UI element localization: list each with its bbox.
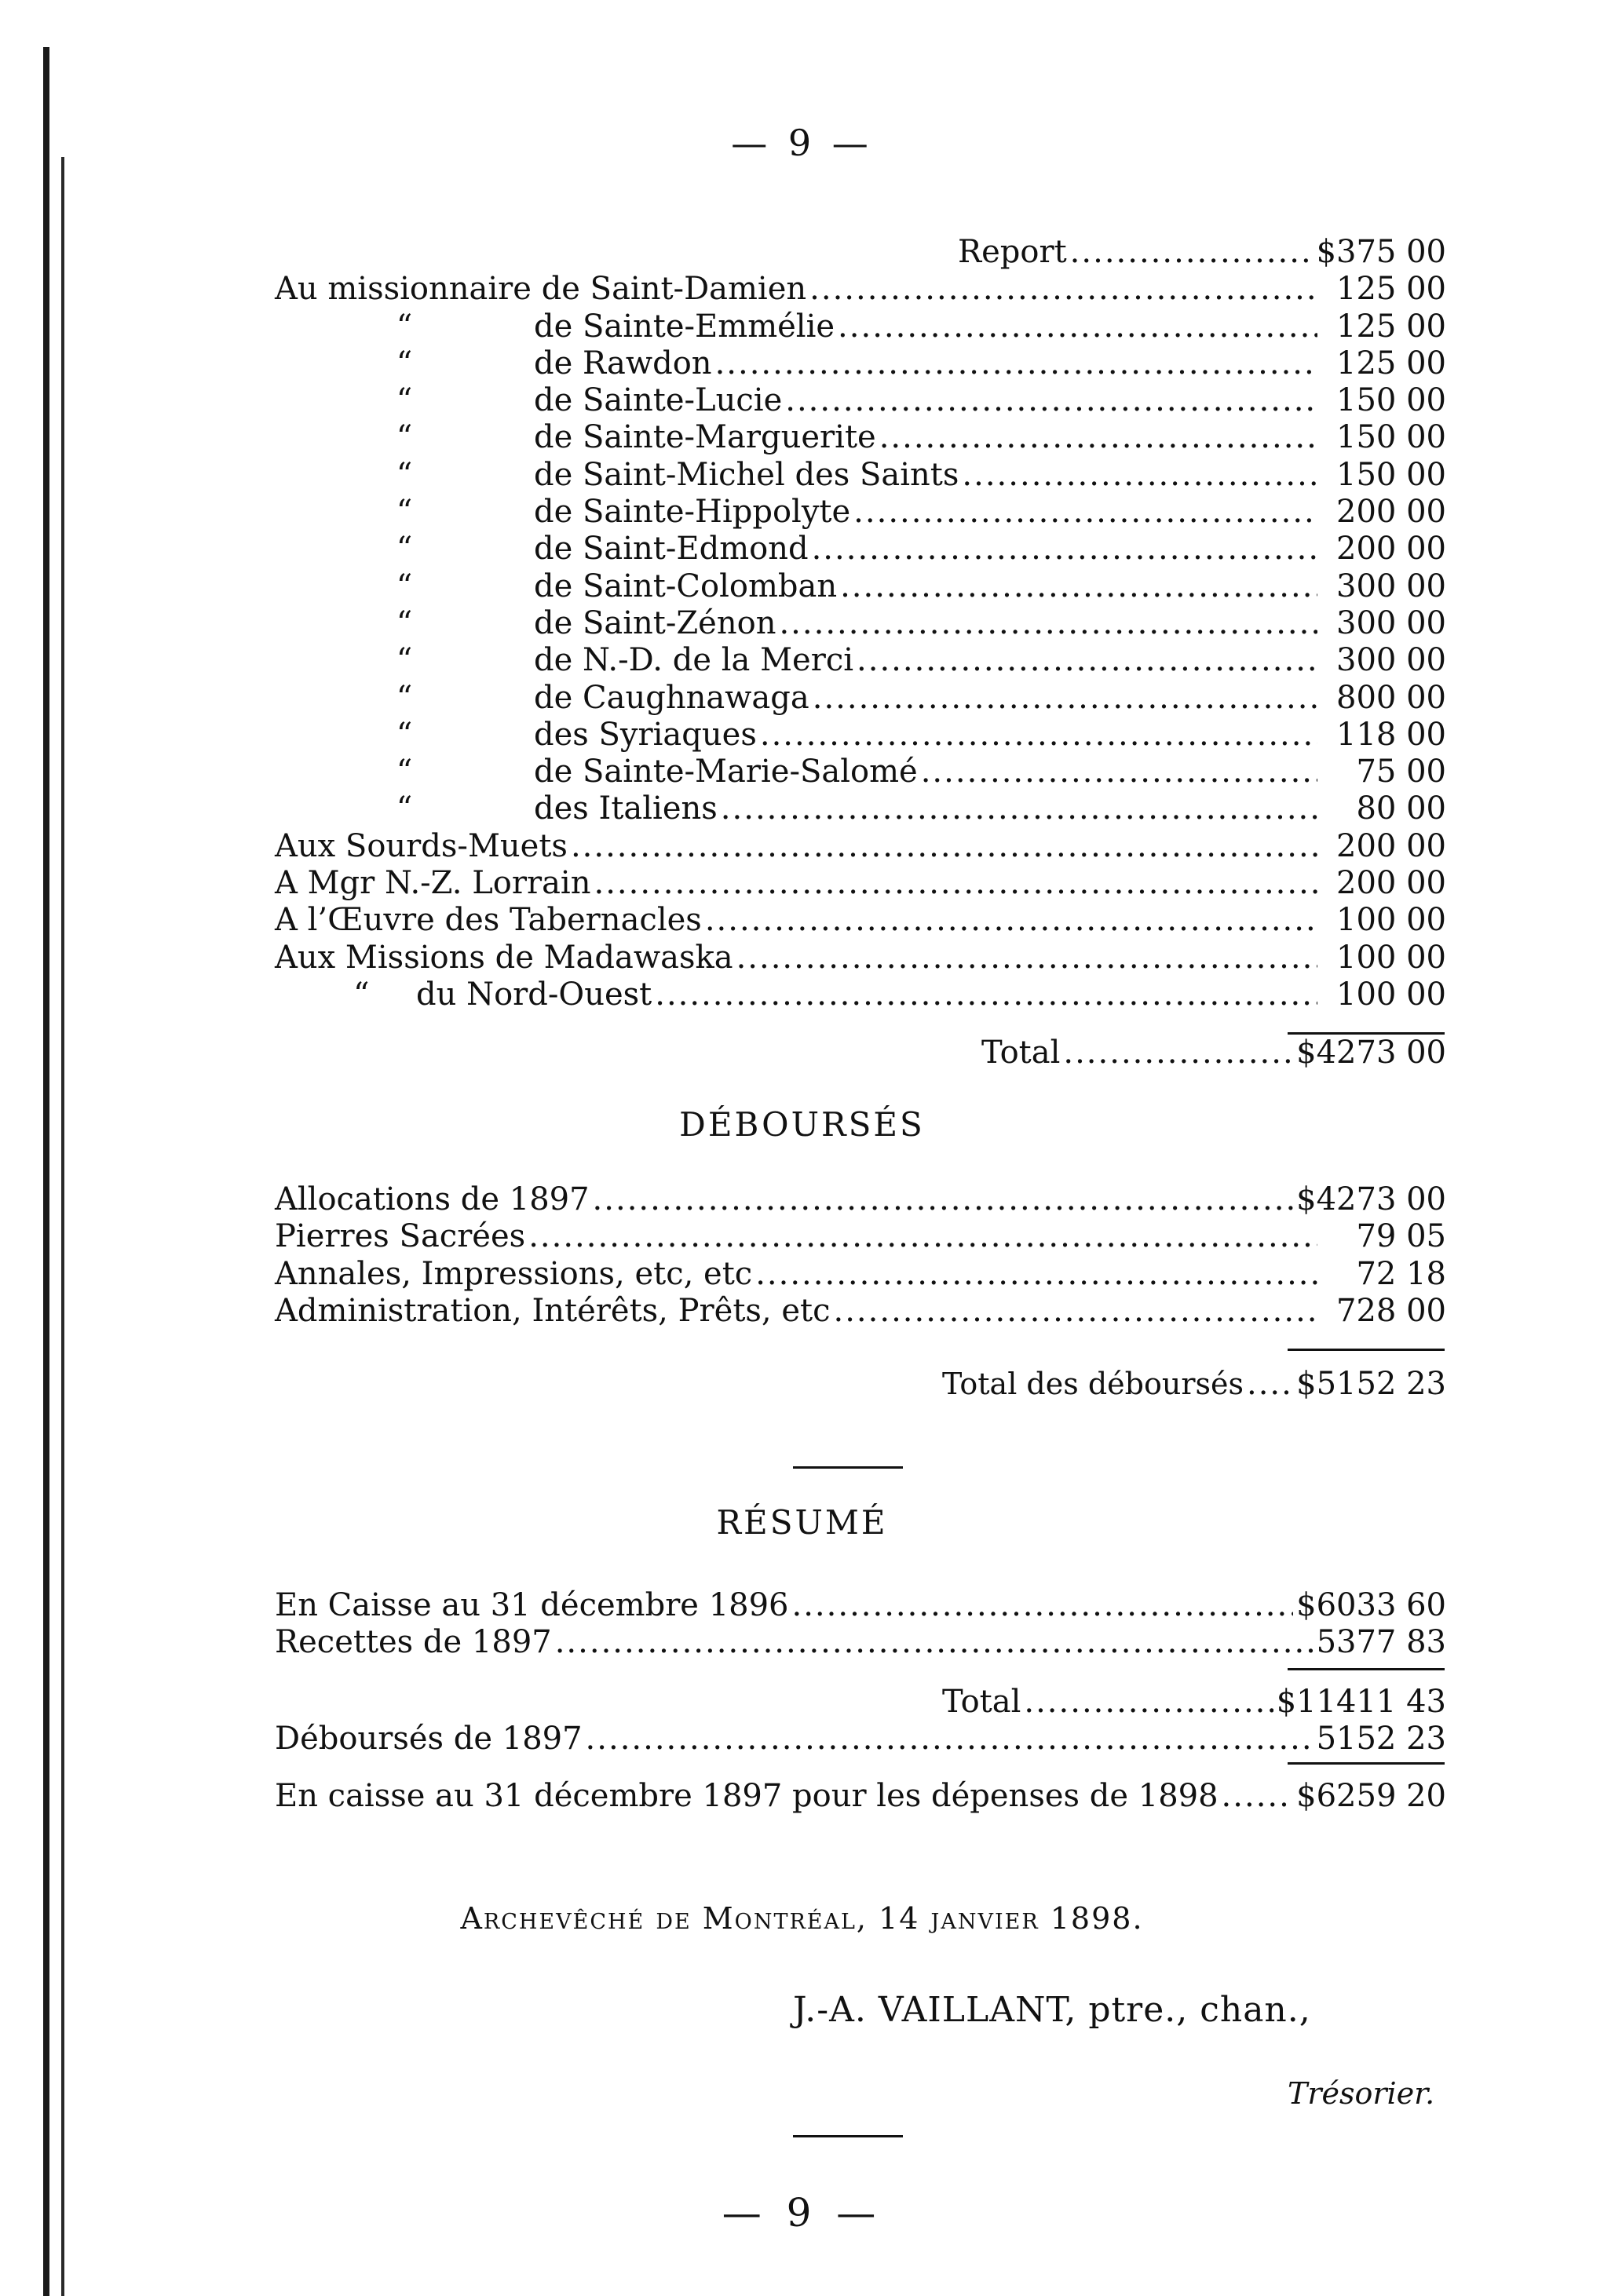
leader-dots [586,1721,1314,1758]
row-amount: 100 00 [1336,902,1446,939]
row-label-text: Aux Missions de Madawaska [275,939,733,976]
ledger-row [275,457,1446,494]
leader-dots [593,1181,1294,1218]
row-label-text: de Saint-Zénon [534,604,776,641]
row-amount: 150 00 [1336,419,1446,456]
row-amount: 72 18 [1356,1255,1446,1292]
ditto-mark: “ [396,604,413,641]
leader-dots [840,568,1317,605]
leader-dots [834,1293,1318,1330]
row-label-text: de Sainte-Hippolyte [534,494,851,531]
row-label-text: des Syriaques [534,716,757,753]
row-amount: 150 00 [1336,382,1446,419]
row-label [275,828,568,865]
row-amount: $4273 00 [1296,1181,1446,1217]
row-label [275,382,782,419]
ditto-mark: “ [396,456,413,493]
leader-dots [857,642,1317,679]
ditto-mark: “ [396,568,413,604]
row-amount: 118 00 [1336,716,1446,753]
row-amount: 300 00 [1336,604,1446,641]
ledger-row [275,642,1446,679]
total-amount: $4273 00 [1296,1035,1446,1071]
row-label-text: Annales, Impressions, etc, etc [275,1255,753,1292]
ledger-row [275,1624,1446,1661]
row-label-text: A l’Œuvre des Tabernacles [275,902,702,939]
resume-final-amount: $6259 20 [1296,1778,1446,1814]
debourses-total-row [275,1366,1446,1403]
ditto-mark: “ [396,419,413,456]
leader-dots [1247,1366,1293,1403]
ledger-row [275,345,1446,382]
ledger-row [275,940,1446,976]
signature-title: Trésorier. [1288,2076,1435,2111]
ledger-row [275,531,1446,568]
leader-dots [785,382,1317,419]
page-number-top: — 9 — [731,122,873,164]
leader-dots [555,1624,1314,1661]
row-label [275,419,876,456]
row-amount: 800 00 [1336,679,1446,716]
leader-dots [812,531,1317,568]
row-label-text: de Saint-Edmond [534,531,809,568]
leader-dots [528,1218,1317,1255]
ditto-mark: “ [396,642,413,679]
ledger-row [275,1218,1446,1255]
ledger-row [275,605,1446,642]
leader-dots [736,940,1317,976]
row-label [275,494,850,531]
resume-ledger [275,1587,1446,1662]
row-label [275,865,590,902]
row-label [275,1218,525,1255]
row-label-text: de Sainte-Emmélie [534,308,835,345]
row-label-text: des Italiens [534,790,718,827]
row-amount: 100 00 [1336,976,1446,1013]
ditto-mark: “ [396,308,413,345]
row-amount: 125 00 [1336,308,1446,345]
leader-dots [962,457,1317,494]
binding-edge-inner [61,157,64,2296]
row-amount: $375 00 [1316,234,1446,270]
debourses-total-label: Total des déboursés [942,1367,1244,1401]
row-label-text: Report [958,234,1067,270]
row-label-text: Recettes de 1897 [275,1624,552,1661]
row-label [275,271,806,308]
ledger-row [275,902,1446,939]
resume-subtotal-label: Total [942,1684,1021,1720]
footer-divider [793,2135,903,2137]
total-label: Total [981,1035,1061,1071]
row-amount: 200 00 [1336,865,1446,902]
leader-dots [721,790,1317,827]
row-label [275,680,809,717]
row-amount: 80 00 [1356,790,1446,827]
ditto-mark: “ [396,494,413,531]
row-label [275,1181,590,1218]
debourses-heading: DÉBOURSÉS [679,1105,925,1144]
leader-dots [1024,1684,1273,1721]
row-label [275,568,837,605]
leader-dots [838,308,1317,345]
ledger-row [275,717,1446,754]
ditto-mark: “ [396,382,413,419]
leader-dots [879,419,1317,456]
row-label-text: du Nord-Ouest [416,976,652,1013]
allocations-ledger [275,234,1446,1013]
row-label [275,1587,789,1624]
row-label-text: En Caisse au 31 décembre 1896 [275,1587,789,1623]
leader-dots [792,1587,1294,1624]
row-amount: 200 00 [1336,494,1446,531]
ledger-row [275,419,1446,456]
ledger-row [275,494,1446,531]
row-amount: 79 05 [1356,1218,1446,1255]
leader-dots [809,271,1317,308]
row-amount: 100 00 [1336,939,1446,976]
row-amount: 125 00 [1336,271,1446,308]
row-label-text: de Sainte-Marguerite [534,419,876,456]
leader-dots [655,976,1317,1013]
ledger-row [275,1293,1446,1330]
leader-dots [755,1256,1317,1293]
row-label-text: Pierres Sacrées [275,1218,526,1255]
ledger-row [275,828,1446,865]
resume-subtotal-amount: $11411 43 [1276,1684,1446,1720]
leader-dots [813,680,1317,717]
leader-dots [760,717,1317,754]
row-label [275,605,776,642]
leader-dots [1070,234,1314,271]
ledger-row [275,754,1446,790]
row-label-text: Au missionnaire de Saint-Damien [275,271,807,308]
ledger-row [275,568,1446,605]
debourses-ledger [275,1181,1446,1330]
row-label-text: de Sainte-Marie-Salomé [534,754,918,790]
leader-dots [779,605,1317,642]
ledger-row [275,308,1446,345]
row-amount: $6033 60 [1296,1587,1446,1623]
ditto-mark: “ [396,531,413,568]
debourses-total-amount: $5152 23 [1296,1366,1446,1402]
row-amount: 75 00 [1356,754,1446,790]
ledger-row [275,382,1446,419]
row-amount: 125 00 [1336,345,1446,381]
row-label-text: de Rawdon [534,345,712,381]
row-label [275,902,702,939]
section-divider [793,1466,903,1469]
debourses-rule [1288,1349,1445,1351]
row-label [275,531,809,568]
row-label [275,940,733,976]
leader-dots [1222,1778,1294,1815]
row-label [275,790,718,827]
row-label [275,457,959,494]
row-label-text: de Saint-Michel des Saints [534,456,959,493]
ledger-row [275,865,1446,902]
leader-dots [1063,1035,1293,1071]
ditto-mark: “ [396,345,413,381]
ledger-row [275,1587,1446,1624]
leader-dots [921,754,1317,790]
row-label [275,642,853,679]
resume-rule [1288,1668,1445,1670]
allocations-total-row [275,1035,1446,1071]
resume-final-row [275,1778,1446,1815]
row-label [275,754,918,790]
resume-heading: RÉSUMÉ [716,1503,888,1542]
ledger-row [275,680,1446,717]
row-label [275,717,757,754]
ledger-row [275,790,1446,827]
row-amount: 728 00 [1336,1292,1446,1329]
leader-dots [853,494,1317,531]
ledger-row [275,271,1446,308]
resume-debourses-amount: 5152 23 [1316,1721,1446,1758]
row-amount: 200 00 [1336,827,1446,864]
ledger-row [275,1181,1446,1218]
binding-edge [43,47,49,2296]
row-label [275,345,712,382]
row-label [275,1293,831,1330]
row-label-text: Allocations de 1897 [275,1181,590,1217]
row-label [275,234,1067,271]
row-amount: 5377 83 [1316,1624,1446,1661]
ditto-mark: “ [396,679,413,716]
leader-dots [715,345,1317,382]
signature: J.-A. VAILLANT, ptre., chan., [793,1990,1311,2030]
row-label-text: Aux Sourds-Muets [275,827,568,864]
dateline: Archevêché de Montréal, 14 janvier 1898. [460,1901,1144,1936]
row-amount: 300 00 [1336,642,1446,679]
resume-debourses-label: Déboursés de 1897 [275,1721,583,1758]
page-number-bottom: — 9 — [722,2190,882,2236]
row-label-text: A Mgr N.-Z. Lorrain [275,865,591,902]
row-label-text: de N.-D. de la Merci [534,642,854,679]
ditto-mark: “ [396,754,413,790]
row-amount: 150 00 [1336,456,1446,493]
ditto-mark: “ [396,790,413,827]
row-label [275,1256,752,1293]
ledger-row [275,1256,1446,1293]
row-label [275,1624,552,1661]
row-label-text: de Sainte-Lucie [534,382,783,419]
ditto-mark: “ [396,716,413,753]
leader-dots [705,902,1317,939]
leader-dots [571,828,1317,865]
row-amount: 200 00 [1336,531,1446,568]
leader-dots [594,865,1317,902]
row-label-text: Administration, Intérêts, Prêts, etc [275,1292,831,1329]
ditto-mark: “ [353,976,370,1013]
resume-subtotal-row [275,1684,1446,1758]
final-rule [1288,1762,1445,1765]
row-label-text: de Caughnawaga [534,679,809,716]
row-label-text: de Saint-Colomban [534,568,838,604]
ledger-row [275,234,1446,271]
row-label [275,976,652,1013]
ledger-row [275,976,1446,1013]
row-label [275,308,835,345]
row-amount: 300 00 [1336,568,1446,604]
resume-final-label: En caisse au 31 décembre 1897 pour les dépenses de 1898 [275,1778,1219,1814]
